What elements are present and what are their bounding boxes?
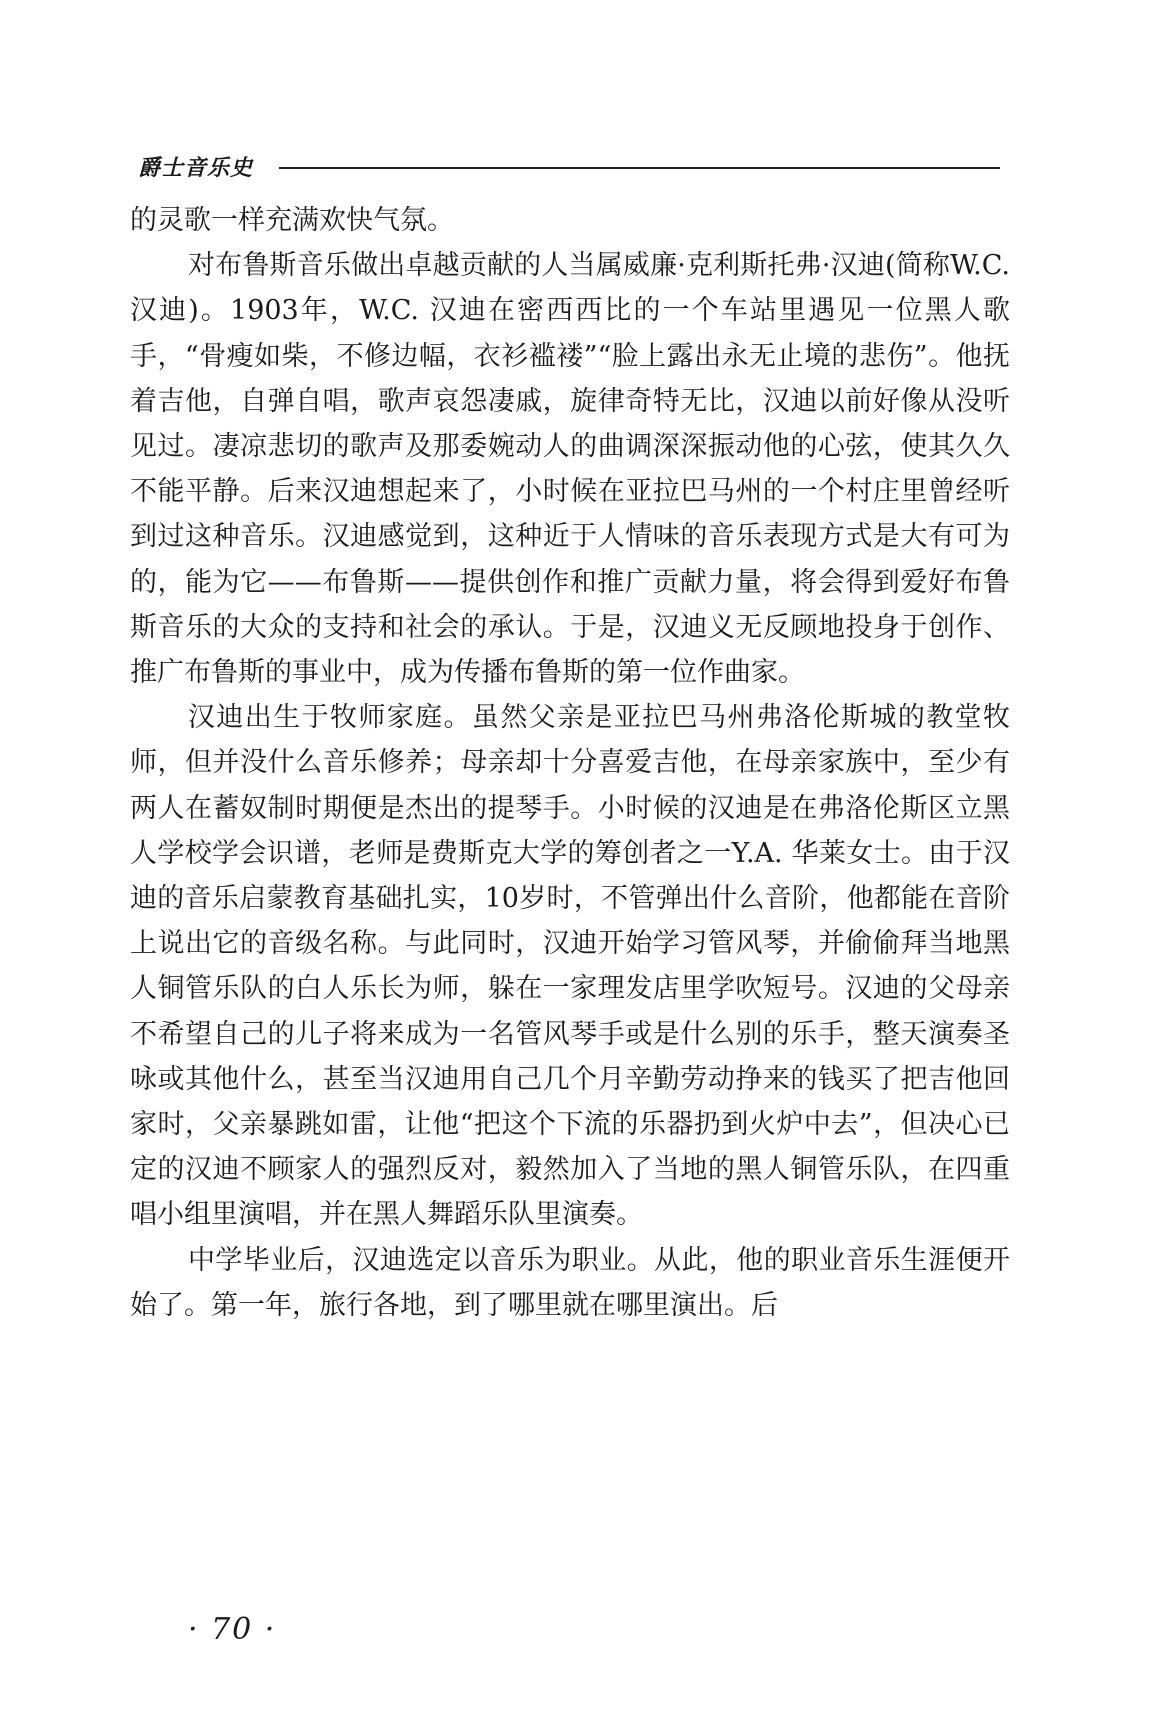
page-number: · 70 · — [188, 1612, 277, 1647]
paragraph: 对布鲁斯音乐做出卓越贡献的人当属威廉·克利斯托弗·汉迪(简称W.C. 汉迪)。1903年，W.C. 汉迪在密西西比的一个车站里遇见一位黑人歌手，“骨瘦如柴，不修边幅，衣衫褴褛”“脸上露出永无止境的悲伤”。他抚着吉他，自弹自唱，歌声哀怨凄戚，旋律奇特无比，汉迪以前好像从没听见过。凄凉悲切的歌声及那委婉动人的曲调深深振动他的心弦，使其久久不能平静。后来汉迪想起来了，小时候在亚拉巴马州的一个村庄里曾经听到过这种音乐。汉迪感觉到，这种近于人情味的音乐表现方式是大有可为的，能为它——布鲁斯——提供创作和推广贡献力量，将会得到爱好布鲁斯音乐的大众的支持和社会的承认。于是，汉迪义无反顾地投身于创作、推广布鲁斯的事业中，成为传播布鲁斯的第一位作曲家。 — [130, 250, 1010, 689]
paragraph-continuation: 的灵歌一样充满欢快气氛。 — [130, 205, 454, 236]
book-title: 爵士音乐史 — [138, 155, 254, 181]
running-header — [138, 146, 1000, 186]
paragraph: 中学毕业后，汉迪选定以音乐为职业。从此，他的职业音乐生涯便开始了。第一年，旅行各地，到了哪里就在哪里演出。后 — [130, 1244, 1010, 1321]
body-text — [130, 198, 1010, 1328]
paragraph: 汉迪出生于牧师家庭。虽然父亲是亚拉巴马州弗洛伦斯城的教堂牧师，但并没什么音乐修养；母亲却十分喜爱吉他，在母亲家族中，至少有两人在蓄奴制时期便是杰出的提琴手。小时候的汉迪是在弗洛伦斯区立黑人学校学会识谱，老师是费斯克大学的筹创者之一Y.A. 华莱女士。由于汉迪的音乐启蒙教育基础扎实，10岁时，不管弹出什么音阶，他都能在音阶上说出它的音级名称。与此同时，汉迪开始学习管风琴，并偷偷拜当地黑人铜管乐队的白人乐长为师，躲在一家理发店里学吹短号。汉迪的父母亲不希望自己的儿子将来成为一名管风琴手或是什么别的乐手，整天演奏圣咏或其他什么，甚至当汉迪用自己几个月辛勤劳动挣来的钱买了把吉他回家时，父亲暴跳如雷，让他“把这个下流的乐器扔到火炉中去”，但决心已定的汉迪不顾家人的强烈反对，毅然加入了当地的黑人铜管乐队，在四重唱小组里演唱，并在黑人舞蹈乐队里演奏。 — [130, 702, 1010, 1231]
header-rule — [279, 167, 1000, 169]
